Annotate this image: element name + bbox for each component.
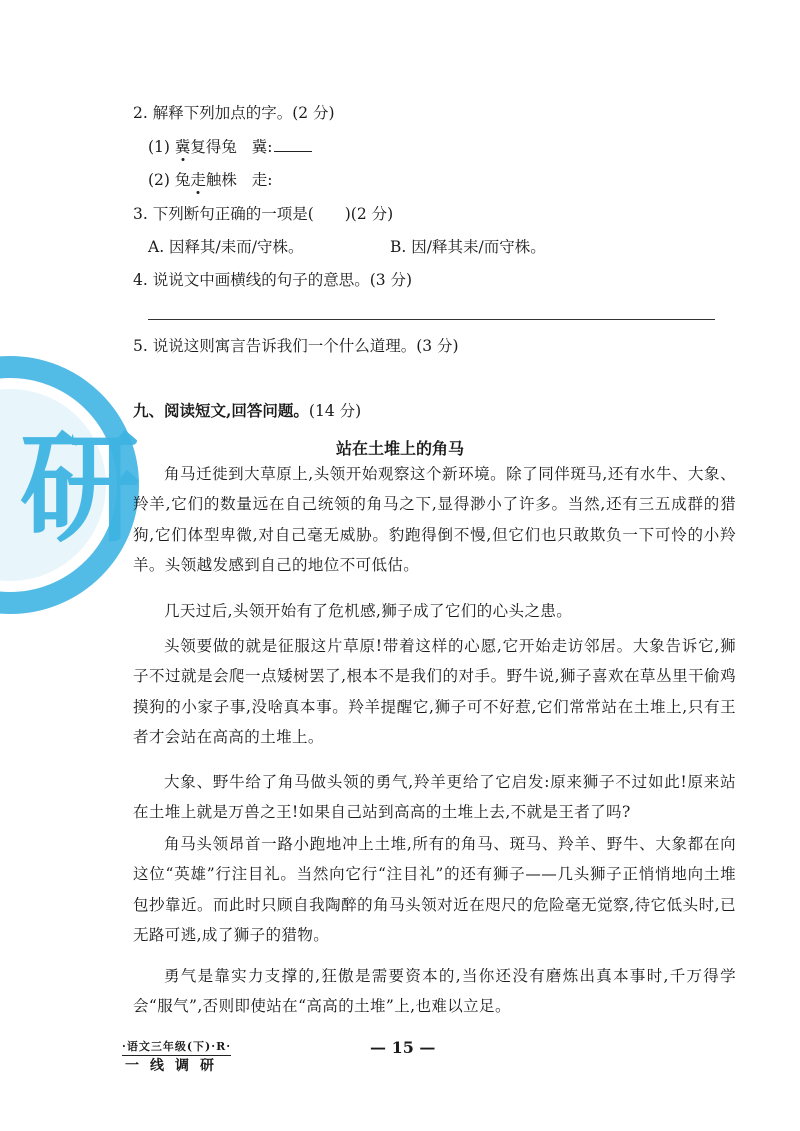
question-4-title: 4. 说说文中画横线的句子的意思。(3 分) — [133, 271, 413, 289]
footer-brand: 一线调研 — [125, 1058, 225, 1074]
section-9-heading — [133, 401, 361, 421]
question-2-item-1 — [148, 137, 312, 157]
passage-paragraph-6: 勇气是靠实力支撑的,狂傲是需要资本的,当你还没有磨炼出真本事时,千万得学会“服气”,否则即使站在“高高的土堆”上,也难以立足。 — [133, 967, 736, 1016]
item-term: 冀: — [251, 138, 273, 156]
item-prefix: (1) — [148, 138, 170, 156]
svg-text:研: 研 — [20, 420, 140, 559]
section-score: (14 分) — [308, 402, 362, 420]
question-3-title: 3. 下列断句正确的一项是( )(2 分) — [133, 205, 394, 223]
question-2-title: 2. 解释下列加点的字。(2 分) — [133, 104, 335, 122]
passage-paragraph-2: 几天过后,头领开始有了危机感,狮子成了它们的心头之患。 — [164, 602, 573, 620]
passage-title: 站在土堆上的角马 — [335, 439, 464, 458]
page-number: — 15 — — [370, 1038, 436, 1057]
passage-paragraph-5: 角马头领昂首一路小跑地冲上土堆,所有的角马、斑马、羚羊、野牛、大象都在向这位“英雄”行注目礼。当然向它行“注目礼”的还有狮子——几头狮子正悄悄地向土堆包抄靠近。而此时只顾自我陶醉的角马头领对近在咫尺的危险毫无觉察,待它低头时,已无路可逃,成了狮子的猎物。 — [133, 835, 736, 945]
section-label: 九、阅读短文,回答问题。 — [133, 401, 309, 420]
dotted-character: 走 — [190, 171, 206, 189]
option-b[interactable]: B. 因/释其耒/而守株。 — [390, 238, 546, 256]
item-text: 触株 — [205, 171, 237, 189]
passage-paragraph-1: 角马迁徙到大草原上,头领开始观察这个新环境。除了同伴斑马,还有水牛、大象、羚羊,它们的数量远在自己统领的角马之下,显得渺小了许多。当然,还有三五成群的猎狗,它们体型卑微,对自己毫无威胁。豹跑得倒不慢,但它们也只敢欺负一下可怜的小羚羊。头领越发感到自己的地位不可低估。 — [133, 465, 736, 575]
passage-paragraph-3: 头领要做的就是征服这片草原!带着这样的心愿,它开始走访邻居。大象告诉它,狮子不过就是会爬一点矮树罢了,根本不是我们的对手。野牛说,狮子喜欢在草丛里干偷鸡摸狗的小家子事,没啥真本事。羚羊提醒它,狮子可不好惹,它们常常站在土堆上,只有王者才会站在高高的土堆上。 — [133, 637, 736, 747]
item-prefix: (2) 兔 — [148, 171, 191, 189]
item-term: 走: — [251, 171, 273, 189]
watermark-stamp-icon — [0, 355, 140, 615]
dotted-character: 冀 — [174, 138, 191, 156]
question-2-item-2 — [148, 170, 272, 190]
item-text: 复得兔 — [190, 138, 237, 156]
answer-blank[interactable] — [274, 137, 312, 152]
passage-paragraph-4: 大象、野牛给了角马做头领的勇气,羚羊更给了它启发:原来狮子不过如此!原来站在土堆上就是万兽之王!如果自己站到高高的土堆上去,不就是王者了吗? — [133, 773, 736, 822]
footer-grade-label: ·语文三年级(下)·R· — [122, 1038, 231, 1056]
option-a[interactable]: A. 因释其/耒而/守株。 — [148, 238, 304, 256]
question-5-title: 5. 说说这则寓言告诉我们一个什么道理。(3 分) — [133, 337, 459, 355]
answer-line[interactable] — [148, 319, 715, 320]
